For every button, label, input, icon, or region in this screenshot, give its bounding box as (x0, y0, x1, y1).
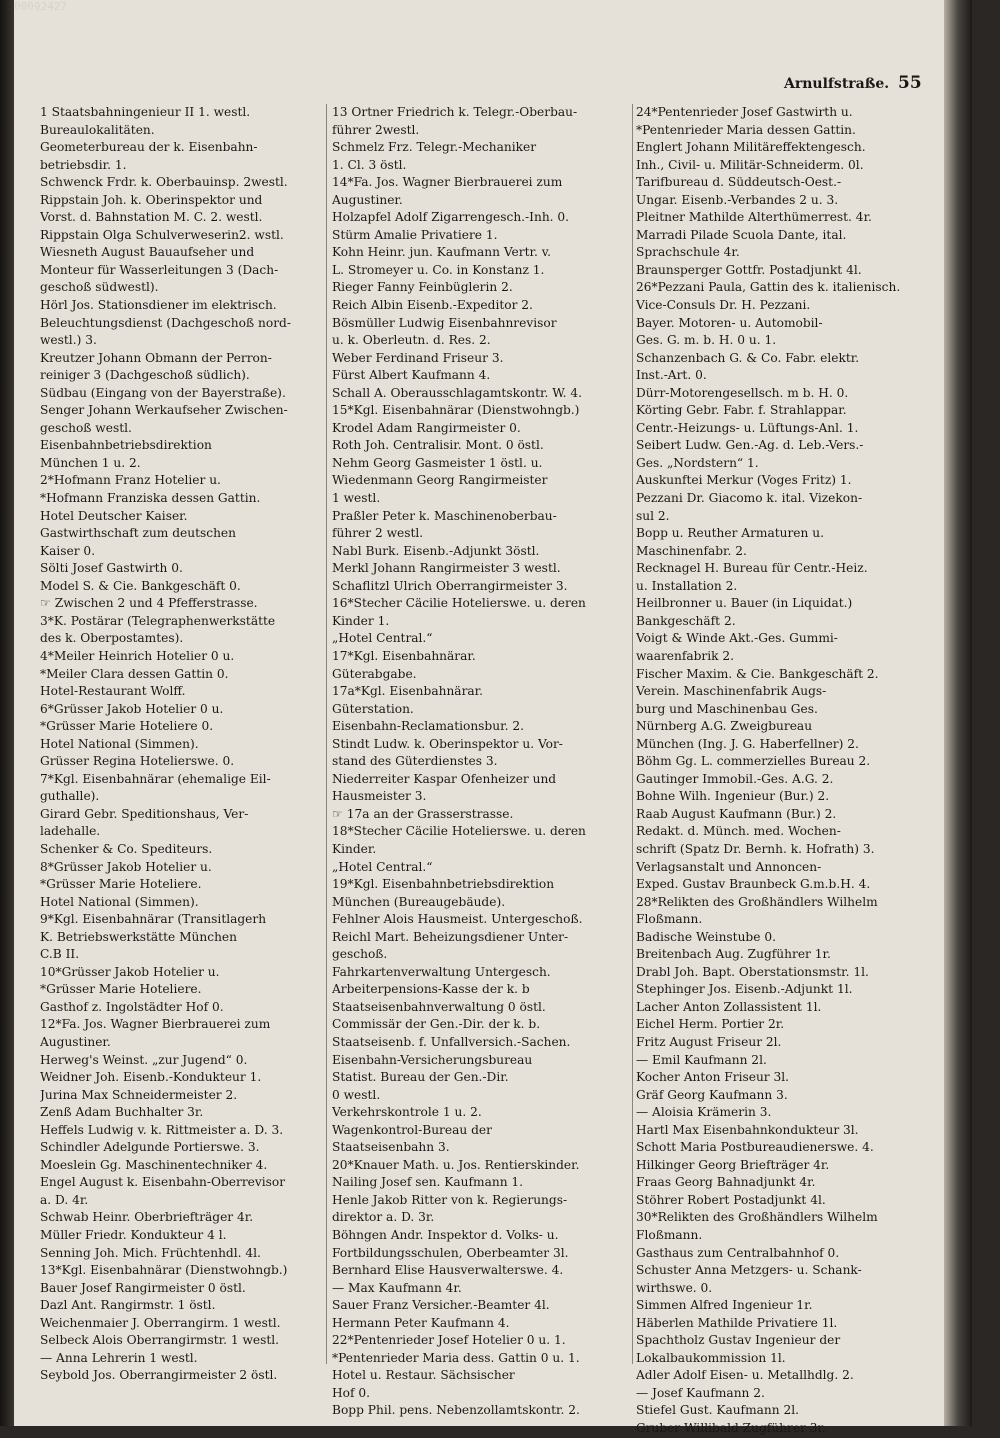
directory-line: Breitenbach Aug. Zugführer 1r. (636, 947, 831, 962)
book-gutter-right (944, 0, 972, 1426)
directory-line: 22*Pentenrieder Josef Hotelier 0 u. 1. (332, 1333, 566, 1348)
directory-line: Sölti Josef Gastwirth 0. (40, 561, 183, 576)
directory-line: 9*Kgl. Eisenbahnärar (Transitlagerh (40, 912, 267, 927)
directory-line: Dazl Ant. Rangirmstr. 1 östl. (40, 1298, 216, 1313)
directory-line: 30*Relikten des Großhändlers Wilhelm (636, 1210, 878, 1225)
directory-line: Böhm Gg. L. commerzielles Bureau 2. (636, 754, 871, 769)
directory-line: Staatseisenbahn 3. (332, 1140, 450, 1155)
directory-line: Stöhrer Robert Postadjunkt 4l. (636, 1192, 826, 1207)
directory-line: Häberlen Mathilde Privatiere 1l. (636, 1315, 838, 1330)
directory-line: Simmen Alfred Ingenieur 1r. (636, 1298, 813, 1313)
directory-line: Wagenkontrol-Bureau der (332, 1122, 492, 1137)
directory-line: Fürst Albert Kaufmann 4. (332, 368, 491, 383)
directory-line: Stephinger Jos. Eisenb.-Adjunkt 1l. (636, 982, 853, 997)
directory-line: Lacher Anton Zollassistent 1l. (636, 999, 822, 1014)
directory-line: Fahrkartenverwaltung Untergesch. (332, 964, 551, 979)
directory-line: Spachtholz Gustav Ingenieur der (636, 1333, 841, 1348)
directory-line: 0 westl. (332, 1087, 381, 1102)
directory-line: 20*Knauer Math. u. Jos. Rentierskinder. (332, 1157, 580, 1172)
directory-line: Hermann Peter Kaufmann 4. (332, 1315, 510, 1330)
directory-line: Adler Adolf Eisen- u. Metallhdlg. 2. (636, 1368, 854, 1383)
directory-line: Raab August Kaufmann (Bur.) 2. (636, 806, 837, 821)
directory-line: geschoß südwestl). (40, 280, 159, 295)
directory-line: *Meiler Clara dessen Gattin 0. (40, 666, 229, 681)
directory-line: 13 Ortner Friedrich k. Telegr.-Oberbau- (332, 105, 578, 119)
directory-line: Hilkinger Georg Briefträger 4r. (636, 1157, 830, 1172)
directory-line: — Emil Kaufmann 2l. (636, 1052, 767, 1067)
directory-line: Kinder 1. (332, 613, 390, 628)
directory-line: u. Installation 2. (636, 578, 738, 593)
directory-line: *Hofmann Franziska dessen Gattin. (40, 491, 261, 506)
directory-line: 12*Fa. Jos. Wagner Bierbrauerei zum (40, 1017, 271, 1032)
directory-line: Eichel Herm. Portier 2r. (636, 1017, 785, 1032)
directory-line: Sprachschule 4r. (636, 245, 740, 260)
directory-line: Hof 0. (332, 1385, 370, 1400)
directory-line: Nabl Burk. Eisenb.-Adjunkt 3östl. (332, 543, 540, 558)
directory-line: Auskunftei Merkur (Voges Fritz) 1. (636, 473, 852, 488)
directory-line: Verlagsanstalt und Annoncen- (636, 859, 822, 874)
directory-line: Kinder. (332, 841, 377, 856)
directory-line: Seibert Ludw. Gen.-Ag. d. Leb.-Vers.- (636, 438, 864, 453)
directory-line: Kaiser 0. (40, 543, 96, 558)
directory-line: ☞ Zwischen 2 und 4 Pfefferstrasse. (40, 596, 258, 611)
directory-line: 1 westl. (332, 491, 381, 506)
directory-line: München (Ing. J. G. Haberfellner) 2. (636, 736, 859, 751)
directory-line: Braunsperger Gottfr. Postadjunkt 4l. (636, 262, 862, 277)
directory-line: Badische Weinstube 0. (636, 929, 776, 944)
directory-line: Stiefel Gust. Kaufmann 2l. (636, 1403, 799, 1418)
directory-line: Grüsser Regina Hotelierswe. 0. (40, 754, 235, 769)
directory-line: „Hotel Central.“ (332, 631, 433, 646)
directory-line: Kohn Heinr. jun. Kaufmann Vertr. v. (332, 245, 552, 260)
page-number: 55 (898, 73, 922, 93)
directory-line: Rippstain Olga Schulverweserin2. wstl. (40, 227, 284, 242)
directory-line: Eisenbahnbetriebsdirektion (40, 438, 212, 453)
directory-line: 3*K. Postärar (Telegraphenwerkstätte (40, 613, 276, 628)
directory-line: Schmelz Frz. Telegr.-Mechaniker (332, 140, 537, 155)
directory-line: ☞ 17a an der Grasserstrasse. (332, 806, 514, 821)
directory-line: a. D. 4r. (40, 1192, 89, 1207)
directory-line: Beleuchtungsdienst (Dachgeschoß nord- (40, 315, 291, 330)
directory-line: Reich Albin Eisenb.-Expeditor 2. (332, 298, 533, 313)
directory-line: *Pentenrieder Maria dess. Gattin 0 u. 1. (332, 1350, 580, 1365)
directory-line: Marradi Pilade Scuola Dante, ital. (636, 227, 847, 242)
directory-line: Rieger Fanny Feinbüglerin 2. (332, 280, 513, 295)
directory-line: *Grüsser Marie Hoteliere. (40, 877, 202, 892)
directory-line: Jurina Max Schneidermeister 2. (40, 1087, 238, 1102)
directory-line: L. Stromeyer u. Co. in Konstanz 1. (332, 262, 545, 277)
directory-line: Moeslein Gg. Maschinentechniker 4. (40, 1157, 268, 1172)
directory-line: Bauer Josef Rangirmeister 0 östl. (40, 1280, 246, 1295)
directory-line: Niederreiter Kaspar Ofenheizer und (332, 771, 557, 786)
directory-line: Güterstation. (332, 701, 414, 716)
directory-line: wirthswe. 0. (636, 1280, 713, 1295)
directory-line: geschoß. (332, 947, 388, 962)
directory-line: Senger Johann Werkaufseher Zwischen- (40, 403, 288, 418)
directory-line: Pezzani Dr. Giacomo k. ital. Vizekon- (636, 491, 863, 506)
directory-line: Seybold Jos. Oberrangirmeister 2 östl. (40, 1368, 278, 1383)
directory-line: Ges. „Nordstern“ 1. (636, 455, 759, 470)
directory-line: Hörl Jos. Stationsdiener im elektrisch. (40, 298, 277, 313)
directory-line: Schanzenbach G. & Co. Fabr. elektr. (636, 350, 860, 365)
directory-line: Stürm Amalie Privatiere 1. (332, 227, 498, 242)
directory-line: Hotel National (Simmen). (40, 736, 199, 751)
directory-line: 16*Stecher Cäcilie Hotelierswe. u. deren (332, 596, 586, 611)
directory-line: Tarifbureau d. Süddeutsch-Oest.- (636, 175, 842, 190)
directory-line: 26*Pezzani Paula, Gattin des k. italienisch. (636, 280, 901, 295)
directory-line: Bernhard Elise Hausverwalterswe. 4. (332, 1263, 564, 1278)
directory-line: Inst.-Art. 0. (636, 368, 707, 383)
directory-line: Schott Maria Postbureaudienerswe. 4. (636, 1140, 874, 1155)
directory-line: Krodel Adam Rangirmeister 0. (332, 420, 521, 435)
directory-line: Hotel National (Simmen). (40, 894, 199, 909)
directory-line: Stindt Ludw. k. Oberinspektor u. Vor- (332, 736, 563, 751)
directory-line: 17*Kgl. Eisenbahnärar. (332, 648, 476, 663)
directory-line: Gastwirthschaft zum deutschen (40, 526, 236, 541)
column-divider (326, 104, 327, 1364)
directory-line: Kreutzer Johann Obmann der Perron- (40, 350, 272, 365)
directory-line: des k. Oberpostamtes). (40, 631, 184, 646)
directory-line: führer 2westl. (332, 122, 420, 137)
directory-line: Körting Gebr. Fabr. f. Strahlappar. (636, 403, 847, 418)
directory-line: Floßmann. (636, 912, 703, 927)
directory-line: — Max Kaufmann 4r. (332, 1280, 462, 1295)
directory-line: Recknagel H. Bureau für Centr.-Heiz. (636, 561, 868, 576)
directory-line: Bopp Phil. pens. Nebenzollamtskontr. 2. (332, 1403, 580, 1418)
column-3 (636, 104, 948, 1438)
directory-line: München 1 u. 2. (40, 455, 141, 470)
directory-line: Gasthof z. Ingolstädter Hof 0. (40, 999, 224, 1014)
directory-line: 6*Grüsser Jakob Hotelier 0 u. (40, 701, 224, 716)
directory-line: Senning Joh. Mich. Früchtenhdl. 4l. (40, 1245, 261, 1260)
directory-line: Vice-Consuls Dr. H. Pezzani. (636, 298, 811, 313)
directory-line: Gautinger Immobil.-Ges. A.G. 2. (636, 771, 834, 786)
directory-line: *Grüsser Marie Hoteliere 0. (40, 719, 214, 734)
directory-line: *Pentenrieder Maria dessen Gattin. (636, 122, 856, 137)
directory-line: Kocher Anton Friseur 3l. (636, 1070, 790, 1085)
directory-line: Maschinenfabr. 2. (636, 543, 747, 558)
directory-line: Pleitner Mathilde Alterthümerrest. 4r. (636, 210, 872, 225)
directory-line: Weidner Joh. Eisenb.-Kondukteur 1. (40, 1070, 262, 1085)
directory-line: 28*Relikten des Großhändlers Wilhelm (636, 894, 878, 909)
directory-line: Südbau (Eingang von der Bayerstraße). (40, 385, 286, 400)
book-gutter-left (0, 0, 14, 1426)
directory-line: 4*Meiler Heinrich Hotelier 0 u. (40, 648, 235, 663)
directory-line: 24*Pentenrieder Josef Gastwirth u. (636, 105, 853, 119)
archive-id: 00092427 (14, 0, 67, 13)
directory-line: Bureaulokalitäten. (40, 122, 155, 137)
column-divider (632, 104, 633, 1364)
directory-line: Dürr-Motorengesellsch. m b. H. 0. (636, 385, 849, 400)
directory-line: Heffels Ludwig v. k. Rittmeister a. D. 3. (40, 1122, 284, 1137)
directory-line: Engel August k. Eisenbahn-Oberrevisor (40, 1175, 286, 1190)
directory-line: Hotel-Restaurant Wolff. (40, 684, 186, 699)
directory-line: Fraas Georg Bahnadjunkt 4r. (636, 1175, 816, 1190)
directory-line: 2*Hofmann Franz Hotelier u. (40, 473, 221, 488)
directory-line: Holzapfel Adolf Zigarrengesch.-Inh. 0. (332, 210, 570, 225)
directory-line: Gruber Willibald Zugführer 3r. (636, 1421, 826, 1436)
directory-line: führer 2 westl. (332, 526, 424, 541)
directory-line: 14*Fa. Jos. Wagner Bierbrauerei zum (332, 175, 563, 190)
directory-line: Weichenmaier J. Oberrangirm. 1 westl. (40, 1315, 281, 1330)
directory-line: stand des Güterdienstes 3. (332, 754, 498, 769)
directory-line: Floßmann. (636, 1228, 703, 1242)
directory-line: Vorst. d. Bahnstation M. C. 2. westl. (40, 210, 263, 225)
directory-line: K. Betriebswerkstätte München (40, 929, 237, 944)
directory-line: Schenker & Co. Spediteurs. (40, 841, 213, 856)
directory-line: Ges. G. m. b. H. 0 u. 1. (636, 333, 777, 348)
directory-line: Zenß Adam Buchhalter 3r. (40, 1105, 204, 1120)
directory-line: Geometerbureau der k. Eisenbahn- (40, 140, 258, 155)
directory-line: Hotel u. Restaur. Sächsischer (332, 1368, 515, 1383)
directory-line: — Anna Lehrerin 1 westl. (40, 1350, 198, 1365)
directory-line: Bohne Wilh. Ingenieur (Bur.) 2. (636, 789, 830, 804)
directory-line: Commissär der Gen.-Dir. der k. b. (332, 1017, 541, 1032)
directory-line: Güterabgabe. (332, 666, 417, 681)
directory-line: 15*Kgl. Eisenbahnärar (Dienstwohngb.) (332, 403, 580, 418)
directory-line: westl.) 3. (40, 333, 97, 348)
directory-line: Voigt & Winde Akt.-Ges. Gummi- (636, 631, 838, 646)
directory-line: Exped. Gustav Braunbeck G.m.b.H. 4. (636, 877, 871, 892)
directory-line: Sauer Franz Versicher.-Beamter 4l. (332, 1298, 550, 1313)
directory-line: C.B II. (40, 947, 80, 962)
directory-line: Englert Johann Militäreffektengesch. (636, 140, 866, 155)
directory-line: Arbeiterpensions-Kasse der k. b (332, 982, 530, 997)
directory-line: Redakt. d. Münch. med. Wochen- (636, 824, 841, 839)
directory-line: 7*Kgl. Eisenbahnärar (ehemalige Eil- (40, 771, 271, 786)
directory-line: Hartl Max Eisenbahnkondukteur 3l. (636, 1122, 859, 1137)
directory-line: Schuster Anna Metzgers- u. Schank- (636, 1263, 862, 1278)
directory-line: Lokalbaukommission 1l. (636, 1350, 786, 1365)
directory-line: Monteur für Wasserleitungen 3 (Dach- (40, 262, 279, 277)
directory-line: Henle Jakob Ritter von k. Regierungs- (332, 1192, 568, 1207)
directory-line: 8*Grüsser Jakob Hotelier u. (40, 859, 212, 874)
directory-line: schrift (Spatz Dr. Bernh. k. Hofrath) 3. (636, 841, 875, 856)
directory-line: Statist. Bureau der Gen.-Dir. (332, 1070, 509, 1085)
directory-line: Verein. Maschinenfabrik Augs- (636, 684, 827, 699)
directory-line: reiniger 3 (Dachgeschoß südlich). (40, 368, 250, 383)
directory-line: Model S. & Cie. Bankgeschäft 0. (40, 578, 241, 593)
directory-line: Bayer. Motoren- u. Automobil- (636, 315, 823, 330)
directory-line: waarenfabrik 2. (636, 648, 735, 663)
directory-line: direktor a. D. 3r. (332, 1210, 435, 1225)
directory-line: Bopp u. Reuther Armaturen u. (636, 526, 824, 541)
directory-line: — Josef Kaufmann 2. (636, 1385, 765, 1400)
directory-line: Fehlner Alois Hausmeist. Untergeschoß. (332, 912, 583, 927)
directory-line: Weber Ferdinand Friseur 3. (332, 350, 504, 365)
directory-line: guthalle). (40, 789, 100, 804)
column-2 (332, 104, 630, 1420)
directory-line: 18*Stecher Cäcilie Hotelierswe. u. deren (332, 824, 586, 839)
directory-line: Rippstain Joh. k. Oberinspektor und (40, 192, 263, 207)
directory-line: 1. Cl. 3 östl. (332, 157, 407, 172)
directory-line: *Grüsser Marie Hoteliere. (40, 982, 202, 997)
directory-line: Eisenbahn-Reclamationsbur. 2. (332, 719, 524, 734)
directory-line: München (Bureaugebäude). (332, 894, 506, 909)
directory-line: betriebsdir. 1. (40, 157, 127, 172)
directory-line: Hausmeister 3. (332, 789, 427, 804)
directory-line: Herweg's Weinst. „zur Jugend“ 0. (40, 1052, 248, 1067)
directory-line: Hotel Deutscher Kaiser. (40, 508, 188, 523)
directory-line: Bankgeschäft 2. (636, 613, 736, 628)
directory-line: — Aloisia Krämerin 3. (636, 1105, 772, 1120)
directory-line: Gasthaus zum Centralbahnhof 0. (636, 1245, 840, 1260)
directory-line: Nürnberg A.G. Zweigbureau (636, 719, 813, 734)
directory-line: 10*Grüsser Jakob Hotelier u. (40, 964, 220, 979)
directory-line: Wiedenmann Georg Rangirmeister (332, 473, 548, 488)
directory-line: Centr.-Heizungs- u. Lüftungs-Anl. 1. (636, 420, 859, 435)
directory-line: Augustiner. (332, 192, 403, 207)
directory-line: Schall A. Oberausschlagamtskontr. W. 4. (332, 385, 583, 400)
directory-line: u. k. Oberleutn. d. Res. 2. (332, 333, 491, 348)
directory-line: Heilbronner u. Bauer (in Liquidat.) (636, 596, 853, 611)
directory-line: 17a*Kgl. Eisenbahnärar. (332, 684, 484, 699)
directory-line: Roth Joh. Centralisir. Mont. 0 östl. (332, 438, 544, 453)
directory-page (14, 0, 972, 1436)
directory-line: 1 Staatsbahningenieur II 1. westl. (40, 105, 251, 119)
directory-line: ladehalle. (40, 824, 101, 839)
directory-line: Bösmüller Ludwig Eisenbahnrevisor (332, 315, 557, 330)
directory-line: Drabl Joh. Bapt. Oberstationsmstr. 1l. (636, 964, 869, 979)
column-1 (40, 104, 322, 1385)
directory-line: Schaflitzl Ulrich Oberrangirmeister 3. (332, 578, 568, 593)
directory-line: Müller Friedr. Kondukteur 4 l. (40, 1228, 227, 1242)
directory-line: Schindler Adelgunde Portierswe. 3. (40, 1140, 260, 1155)
directory-line: 13*Kgl. Eisenbahnärar (Dienstwohngb.) (40, 1263, 288, 1278)
directory-line: „Hotel Central.“ (332, 859, 433, 874)
directory-line: Eisenbahn-Versicherungsbureau (332, 1052, 533, 1067)
directory-line: burg und Maschinenbau Ges. (636, 701, 818, 716)
directory-line: Schwab Heinr. Oberbriefträger 4r. (40, 1210, 254, 1225)
directory-line: Staatseisenb. f. Unfallversich.-Sachen. (332, 1034, 571, 1049)
directory-line: Merkl Johann Rangirmeister 3 westl. (332, 561, 561, 576)
directory-line: Gräf Georg Kaufmann 3. (636, 1087, 788, 1102)
directory-line: Fortbildungsschulen, Oberbeamter 3l. (332, 1245, 569, 1260)
directory-line: sul 2. (636, 508, 670, 523)
directory-line: Ungar. Eisenb.-Verbandes 2 u. 3. (636, 192, 839, 207)
directory-line: Fischer Maxim. & Cie. Bankgeschäft 2. (636, 666, 879, 681)
directory-line: geschoß westl. (40, 420, 132, 435)
directory-line: Selbeck Alois Oberrangirmstr. 1 westl. (40, 1333, 280, 1348)
directory-line: Wiesneth August Bauaufseher und (40, 245, 255, 260)
directory-line: Reichl Mart. Beheizungsdiener Unter- (332, 929, 569, 944)
directory-line: Böhngen Andr. Inspektor d. Volks- u. (332, 1228, 559, 1242)
directory-line: Schwenck Frdr. k. Oberbauinsp. 2westl. (40, 175, 288, 190)
directory-line: Girard Gebr. Speditionshaus, Ver- (40, 806, 249, 821)
directory-line: Fritz August Friseur 2l. (636, 1034, 782, 1049)
directory-line: Verkehrskontrole 1 u. 2. (332, 1105, 482, 1120)
directory-line: Augustiner. (40, 1034, 111, 1049)
directory-line: Nailing Josef sen. Kaufmann 1. (332, 1175, 524, 1190)
directory-line: Staatseisenbahnverwaltung 0 östl. (332, 999, 546, 1014)
directory-line: Inh., Civil- u. Militär-Schneiderm. 0l. (636, 157, 864, 172)
directory-line: Nehm Georg Gasmeister 1 östl. u. (332, 455, 543, 470)
directory-line: Praßler Peter k. Maschinenoberbau- (332, 508, 557, 523)
running-head: Arnulfstraße. (784, 76, 890, 92)
directory-line: 19*Kgl. Eisenbahnbetriebsdirektion (332, 877, 555, 892)
